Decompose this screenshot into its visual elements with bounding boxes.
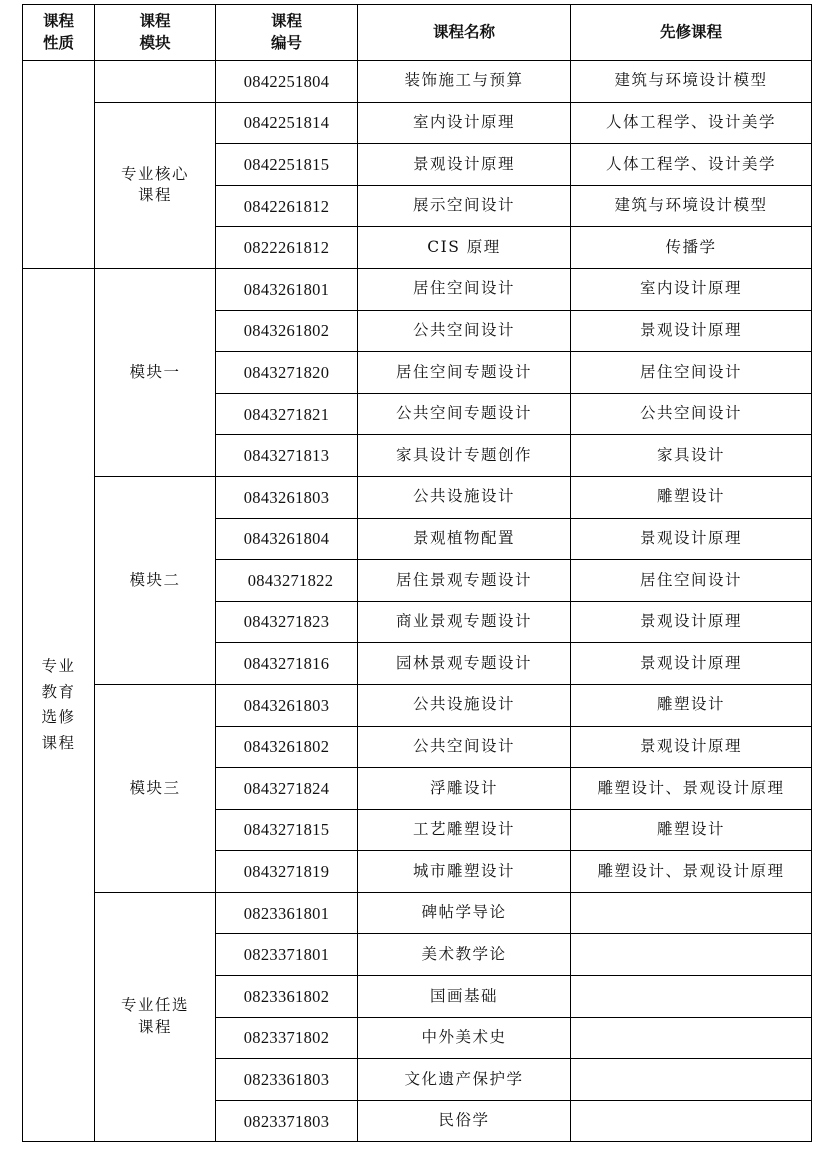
- header-prerequisite: 先修课程: [571, 5, 812, 61]
- course-code: 0843261802: [216, 310, 358, 352]
- curriculum-table: [22, 4, 812, 1142]
- prerequisite: [571, 1059, 812, 1101]
- course-code: 0842261812: [216, 185, 358, 227]
- course-name: 工艺雕塑设计: [358, 809, 571, 851]
- prerequisite: 景观设计原理: [571, 643, 812, 685]
- table-row: [23, 268, 812, 310]
- course-code: 0823361801: [216, 892, 358, 934]
- prerequisite: 人体工程学、设计美学: [571, 144, 812, 186]
- course-code: 0823371801: [216, 934, 358, 976]
- course-name: 室内设计原理: [358, 102, 571, 144]
- course-code: 0843271820: [216, 352, 358, 394]
- prerequisite: [571, 934, 812, 976]
- prerequisite: [571, 1100, 812, 1142]
- table-row: [23, 684, 812, 726]
- nature-cell-blank: [23, 61, 95, 269]
- header-course-nature: 课程 性质: [23, 5, 95, 61]
- module-two: 模块二: [95, 476, 216, 684]
- course-code: 0823361803: [216, 1059, 358, 1101]
- prerequisite: 室内设计原理: [571, 268, 812, 310]
- header-course-name: 课程名称: [358, 5, 571, 61]
- course-name: 居住空间设计: [358, 268, 571, 310]
- course-code: 0822261812: [216, 227, 358, 269]
- course-name: 公共空间设计: [358, 310, 571, 352]
- prerequisite: 雕塑设计、景观设计原理: [571, 768, 812, 810]
- course-code: 0843261802: [216, 726, 358, 768]
- prerequisite: 家具设计: [571, 435, 812, 477]
- course-name: 公共设施设计: [358, 684, 571, 726]
- table-row: [23, 61, 812, 103]
- course-code: 0843271819: [216, 851, 358, 893]
- course-name: 碑帖学导论: [358, 892, 571, 934]
- header-course-module: 课程 模块: [95, 5, 216, 61]
- prerequisite: 景观设计原理: [571, 601, 812, 643]
- header-course-code: 课程 编号: [216, 5, 358, 61]
- table-row: [23, 102, 812, 144]
- prerequisite: 雕塑设计: [571, 476, 812, 518]
- course-name: 景观设计原理: [358, 144, 571, 186]
- course-code: 0823371803: [216, 1100, 358, 1142]
- course-code: 0843271813: [216, 435, 358, 477]
- course-name: 家具设计专题创作: [358, 435, 571, 477]
- course-name: 浮雕设计: [358, 768, 571, 810]
- prerequisite: 雕塑设计: [571, 809, 812, 851]
- course-name: 园林景观专题设计: [358, 643, 571, 685]
- course-code: 0843271824: [216, 768, 358, 810]
- course-code: 0843261801: [216, 268, 358, 310]
- prerequisite: 居住空间设计: [571, 560, 812, 602]
- course-code: 0842251814: [216, 102, 358, 144]
- prerequisite: 景观设计原理: [571, 518, 812, 560]
- module-one: 模块一: [95, 268, 216, 476]
- header-row: [23, 5, 812, 61]
- prerequisite: [571, 976, 812, 1018]
- course-code: 0843261803: [216, 476, 358, 518]
- prerequisite: [571, 1017, 812, 1059]
- course-code: 0843261803: [216, 684, 358, 726]
- module-three: 模块三: [95, 684, 216, 892]
- prerequisite: 传播学: [571, 227, 812, 269]
- prerequisite: 景观设计原理: [571, 310, 812, 352]
- module-optional-courses: 专业任选 课程: [95, 892, 216, 1142]
- prerequisite: [571, 892, 812, 934]
- course-name: 公共设施设计: [358, 476, 571, 518]
- course-name: 公共空间设计: [358, 726, 571, 768]
- course-name: 城市雕塑设计: [358, 851, 571, 893]
- course-name: 居住空间专题设计: [358, 352, 571, 394]
- course-code: 0842251815: [216, 144, 358, 186]
- course-code: 0842251804: [216, 61, 358, 103]
- course-name: 国画基础: [358, 976, 571, 1018]
- nature-elective-courses: 专业 教育 选修 课程: [23, 268, 95, 1141]
- course-code: 0843271822: [216, 560, 358, 602]
- table-row: [23, 892, 812, 934]
- course-code: 0823361802: [216, 976, 358, 1018]
- prerequisite: 建筑与环境设计模型: [571, 61, 812, 103]
- course-code: 0843271821: [216, 393, 358, 435]
- course-name: 展示空间设计: [358, 185, 571, 227]
- prerequisite: 公共空间设计: [571, 393, 812, 435]
- course-name: 美术教学论: [358, 934, 571, 976]
- course-name: CIS 原理: [358, 227, 571, 269]
- prerequisite: 人体工程学、设计美学: [571, 102, 812, 144]
- module-core-courses: 专业核心 课程: [95, 102, 216, 268]
- course-code: 0843271823: [216, 601, 358, 643]
- course-code: 0823371802: [216, 1017, 358, 1059]
- prerequisite: 雕塑设计、景观设计原理: [571, 851, 812, 893]
- table-row: [23, 476, 812, 518]
- prerequisite: 居住空间设计: [571, 352, 812, 394]
- course-code: 0843271815: [216, 809, 358, 851]
- module-cell-blank: [95, 61, 216, 103]
- prerequisite: 建筑与环境设计模型: [571, 185, 812, 227]
- course-code: 0843261804: [216, 518, 358, 560]
- course-code: 0843271816: [216, 643, 358, 685]
- course-name: 中外美术史: [358, 1017, 571, 1059]
- prerequisite: 雕塑设计: [571, 684, 812, 726]
- course-name: 公共空间专题设计: [358, 393, 571, 435]
- course-name: 商业景观专题设计: [358, 601, 571, 643]
- course-name: 装饰施工与预算: [358, 61, 571, 103]
- prerequisite: 景观设计原理: [571, 726, 812, 768]
- course-name: 文化遗产保护学: [358, 1059, 571, 1101]
- course-name: 居住景观专题设计: [358, 560, 571, 602]
- course-name: 景观植物配置: [358, 518, 571, 560]
- course-name: 民俗学: [358, 1100, 571, 1142]
